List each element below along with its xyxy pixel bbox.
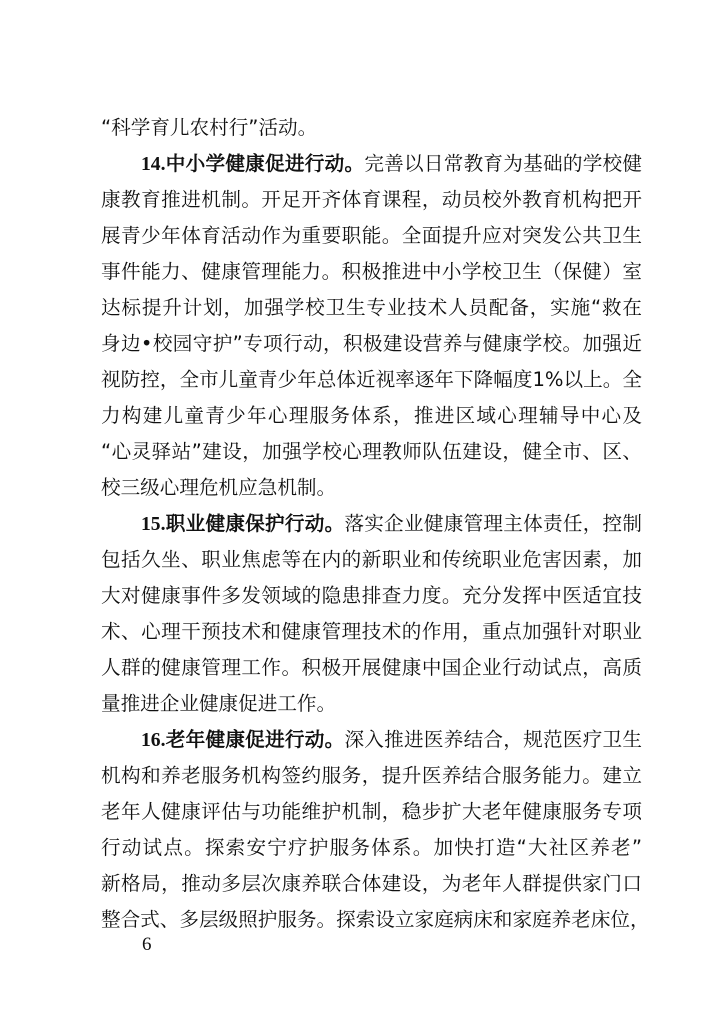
line-text: 达标提升计划，加强学校卫生专业技术人员配备，实施“救在 [101, 296, 642, 319]
line-text: 机构和养老服务机构签约服务，提升医养结合服务能力。建立 [101, 764, 642, 787]
text-line [101, 758, 642, 794]
line-text: 完善以日常教育为基础的学校健 [364, 152, 643, 175]
text-line [101, 902, 650, 938]
line-text: 新格局，推动多层次康养联合体建设，为老年人群提供家门口 [101, 872, 642, 895]
line-text: 力构建儿童青少年心理服务体系，推进区域心理辅导中心及 [101, 404, 642, 427]
paragraph [101, 722, 650, 938]
line-text: 康教育推进机制。开足开齐体育课程，动员校外教育机构把开 [101, 188, 642, 211]
line-text: 整合式、多层级照护服务。探索设立家庭病床和家庭养老床位， [101, 908, 650, 931]
line-text: “心灵驿站”建设，加强学校心理教师队伍建设，健全市、区、 [101, 440, 642, 463]
section-number: 16. [141, 730, 166, 751]
text-line [101, 866, 642, 902]
section-number: 15. [141, 514, 166, 535]
line-text: 大对健康事件多发领域的隐患排查力度。充分发挥中医适宜技 [101, 584, 642, 607]
text-line [101, 290, 642, 326]
paragraph [101, 506, 642, 722]
text-line [101, 146, 642, 182]
line-text: 老年人健康评估与功能维护机制，稳步扩大老年健康服务专项 [101, 800, 642, 823]
document-body [101, 110, 650, 938]
line-text: 身边•校园守护”专项行动，积极建设营养与健康学校。加强近 [101, 332, 642, 355]
line-text: 包括久坐、职业焦虑等在内的新职业和传统职业危害因素，加 [101, 548, 642, 571]
text-line [101, 722, 642, 758]
text-line [101, 182, 642, 218]
text-line [101, 506, 642, 542]
line-text: 视防控，全市儿童青少年总体近视率逐年下降幅度1%以上。全 [101, 368, 642, 391]
line-text: 深入推进医养结合，规范医疗卫生 [344, 728, 643, 751]
section-number: 14. [141, 154, 166, 175]
line-text: 行动试点。探索安宁疗护服务体系。加快打造“大社区养老” [101, 836, 642, 859]
text-line [101, 470, 642, 506]
text-line [101, 254, 642, 290]
text-line [101, 614, 642, 650]
text-line [101, 830, 642, 866]
text-line [101, 542, 642, 578]
line-text: 校三级心理危机应急机制。 [101, 476, 337, 499]
line-text: 事件能力、健康管理能力。积极推进中小学校卫生（保健）室 [101, 260, 642, 283]
text-line [101, 398, 642, 434]
text-line [101, 110, 642, 146]
section-heading: 中小学健康促进行动。 [165, 152, 365, 175]
line-text: 人群的健康管理工作。积极开展健康中国企业行动试点，高质 [101, 656, 642, 679]
page-number: 6 [142, 934, 152, 955]
section-heading: 职业健康保护行动。 [165, 512, 345, 535]
text-line [101, 650, 642, 686]
text-line [101, 794, 642, 830]
text-line [101, 578, 642, 614]
text-line [101, 434, 642, 470]
line-text: 落实企业健康管理主体责任，控制 [344, 512, 643, 535]
paragraph [101, 110, 642, 146]
section-heading: 老年健康促进行动。 [165, 728, 345, 751]
text-line [101, 326, 642, 362]
text-line [101, 686, 642, 722]
text-line [101, 362, 642, 398]
line-text: “科学育儿农村行”活动。 [101, 116, 318, 139]
line-text: 术、心理干预技术和健康管理技术的作用，重点加强针对职业 [101, 620, 642, 643]
text-line [101, 218, 642, 254]
line-text: 量推进企业健康促进工作。 [101, 692, 337, 715]
paragraph [101, 146, 642, 506]
line-text: 展青少年体育活动作为重要职能。全面提升应对突发公共卫生 [101, 224, 642, 247]
